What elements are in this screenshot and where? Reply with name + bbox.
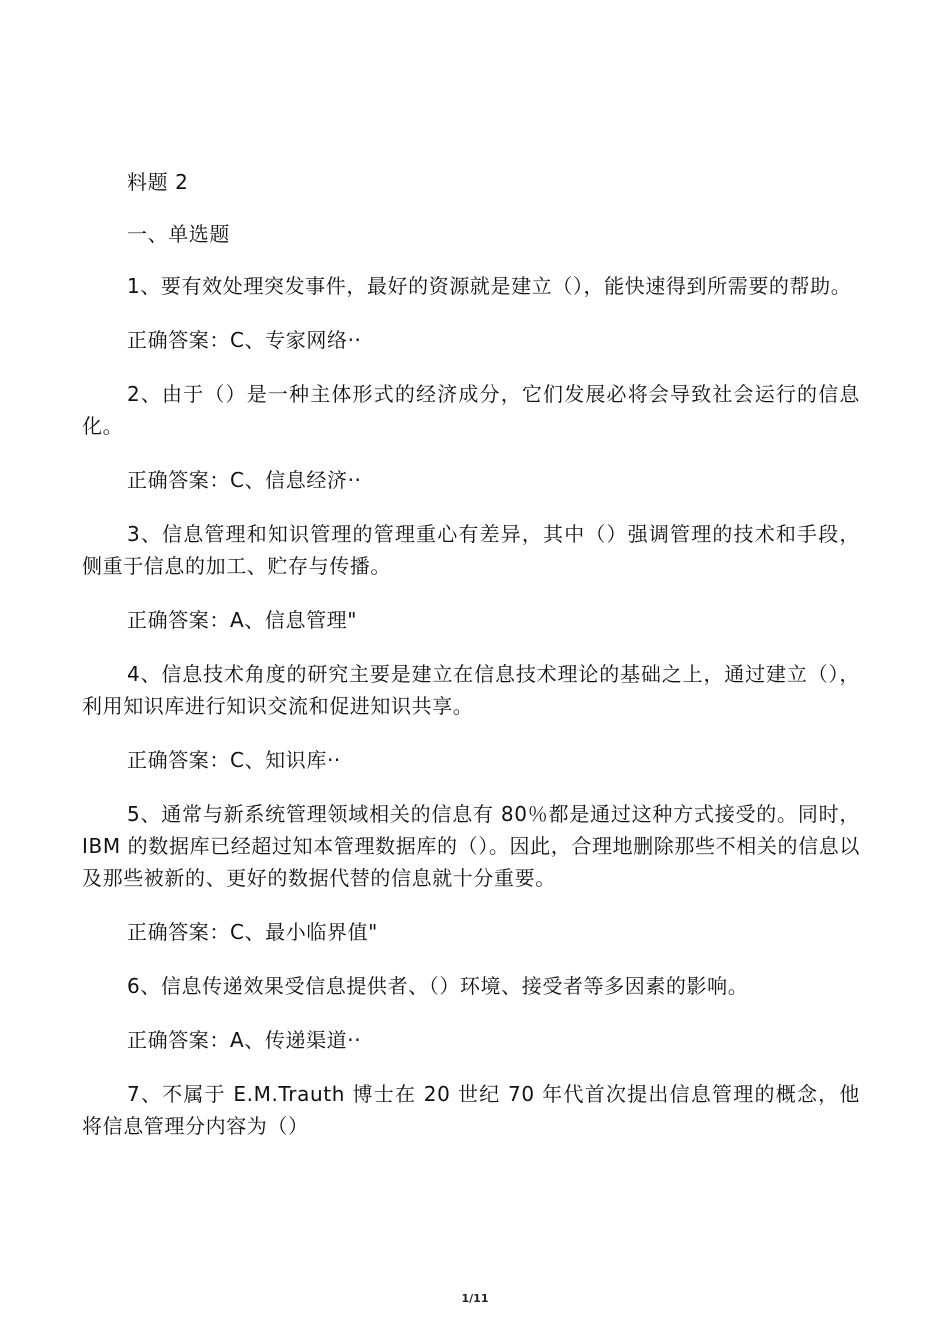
document-title: 料题 2 bbox=[127, 170, 189, 194]
question-7: 7、不属于 E.M.Trauth 博士在 20 世纪 70 年代首次提出信息管理的概念，他将信息管理分内容为（） bbox=[82, 1082, 860, 1138]
answer-2: 正确答案：C、信息经济·· bbox=[127, 468, 362, 492]
answer-4: 正确答案：C、知识库·· bbox=[127, 748, 341, 772]
question-1: 1、要有效处理突发事件，最好的资源就是建立（），能快速得到所需要的帮助。 bbox=[127, 274, 852, 298]
document-body bbox=[82, 166, 860, 1164]
answer-6: 正确答案：A、传递渠道·· bbox=[127, 1028, 362, 1052]
question-5: 5、通常与新系统管理领域相关的信息有 80％都是通过这种方式接受的。同时，IBM 的数据库已经超过知本管理数据库的（）。因此，合理地删除那些不相关的信息以及那些被新的、更好的数据代替的信息就十分重要。 bbox=[82, 802, 860, 890]
answer-3: 正确答案：A、信息管理" bbox=[127, 608, 358, 632]
question-3: 3、信息管理和知识管理的管理重心有差异，其中（）强调管理的技术和手段，侧重于信息的加工、贮存与传播。 bbox=[82, 522, 860, 578]
question-4: 4、信息技术角度的研究主要是建立在信息技术理论的基础之上，通过建立（），利用知识库进行知识交流和促进知识共享。 bbox=[82, 662, 860, 718]
answer-1: 正确答案：C、专家网络·· bbox=[127, 328, 362, 352]
page-number: 1/11 bbox=[461, 1292, 489, 1305]
answer-5: 正确答案：C、最小临界值" bbox=[127, 920, 378, 944]
section-heading: 一、单选题 bbox=[127, 222, 230, 246]
question-2: 2、由于（）是一种主体形式的经济成分，它们发展必将会导致社会运行的信息化。 bbox=[82, 382, 860, 438]
question-6: 6、信息传递效果受信息提供者、（）环境、接受者等多因素的影响。 bbox=[127, 974, 749, 998]
